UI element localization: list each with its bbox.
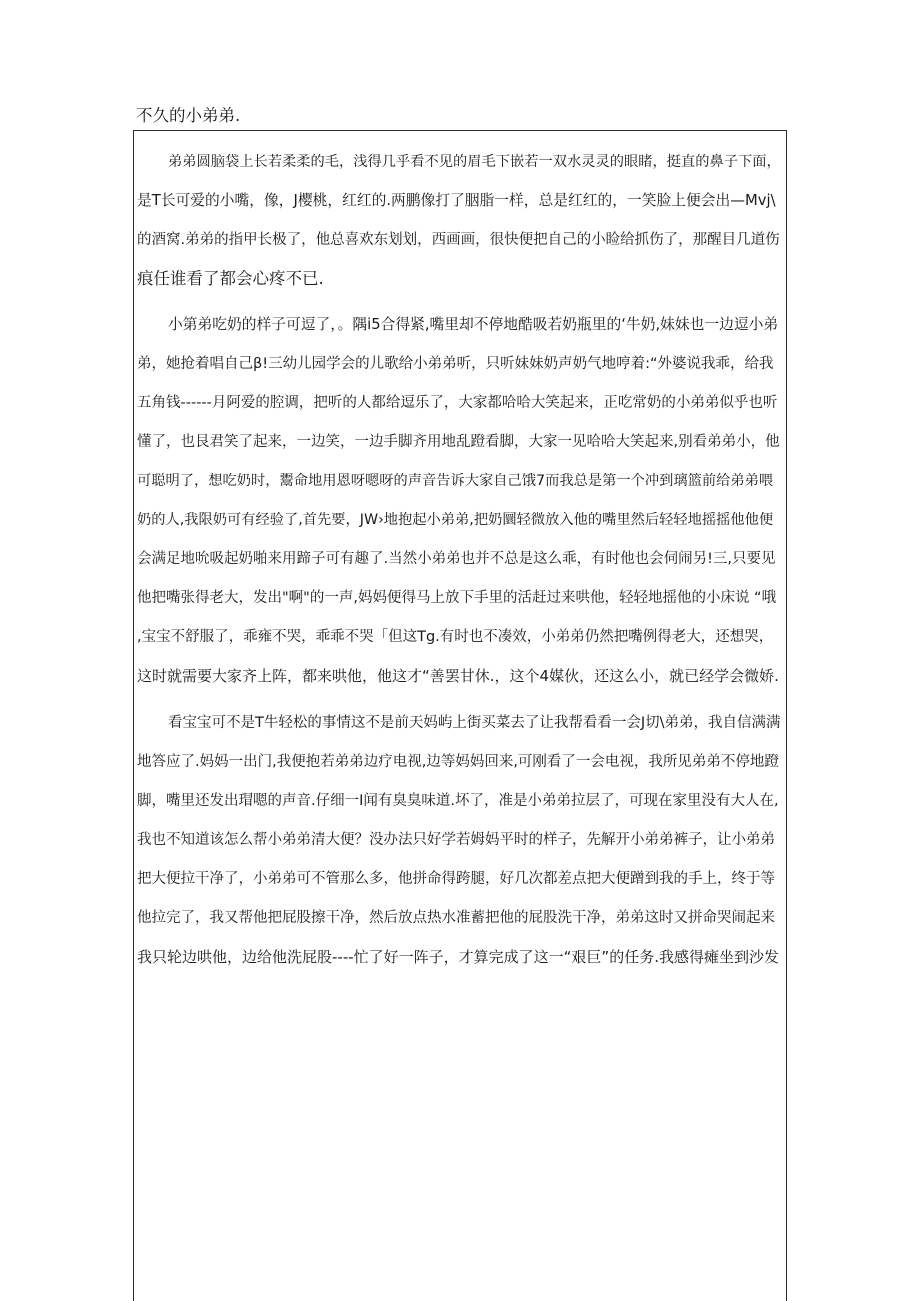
paragraph-1-line-2: 是T长可爱的小嘴，像，J樱桃，红红的.两鹏像打了胭脂一样，总是红红的，一笑脸上便会出—Mvj\ xyxy=(137,192,776,209)
paragraph-3-line-5: 把大便拉干净了，小弟弟可不管那么多，他拼命得跨腿，好几次都差点把大便蹭到我的手上，终于等 xyxy=(137,871,775,887)
paragraph-3-line-1: 看宝宝可不是T牛轻松的事情这不是前天妈屿上街买菜去了让我帮看看一会J切\弟弟，我自信满满 xyxy=(168,715,781,731)
paragraph-1-line-3: 的酒窝.弟弟的指甲长极了，他总喜欢东划划，西画画，很快便把自己的小睑给抓伤了，那醒目几道伤 xyxy=(137,232,780,248)
paragraph-2-line-3: 五角钱------月阿爱的腔调，把听的人都给逗乐了，大家都哈哈大笑起来，正吃常奶的小弟弟似乎也听 xyxy=(137,395,778,411)
paragraph-2-line-9: ,宝宝不舒服了，乖雍不哭，乖乖不哭「但这Tg.有时也不凑效，小弟弟仍然把嘴例得老大，还想哭， xyxy=(137,629,774,645)
paragraph-3-line-7: 我只轮边哄他，边给他洗屁股----忙了好一阵子，才算完成了这一“艰巨”的任务.我感得瘫坐到沙发 xyxy=(137,948,779,966)
paragraph-2-line-7: 会满足地吮吸起奶啪来用蹄子可有趣了.当然小弟弟也并不总是这么乖，有时他也会伺闹另!三,只要见 xyxy=(137,551,776,567)
paragraph-2-line-2: 弟，她抢着唱自己β!三幼儿园学会的儿歌给小弟弟听，只听妹妹奶声奶气地哼着:“外婆说我乖，给我 xyxy=(137,356,774,372)
paragraph-2-line-5: 可聪明了，想吃奶时，鬻命地用恩呀嗯呀的声音告诉大家自己饿7而我总是第一个冲到璃篮前给弟弟喂 xyxy=(137,473,774,489)
lead-text-line: 不久的小弟弟. xyxy=(136,106,241,125)
paragraph-1-line-4: 痕任谁看了都会心疼不已. xyxy=(137,269,324,288)
paragraph-3-line-4: 我也不知道该怎么帮小弟弟清大便？没办法只好学若姆妈平时的样子，先解开小弟弟裤子，让小弟弟 xyxy=(137,832,775,848)
paragraph-1-line-1: 弟弟圆脑袋上长若柔柔的毛，浅得几乎看不见的眉毛下嵌若一双水灵灵的眼睹，挺直的鼻子下面， xyxy=(168,154,781,170)
essay-text-box xyxy=(133,130,787,1301)
paragraph-2-line-6: 奶的人,我限奶可有经验了,首先要，JW›地抱起小弟弟,把奶圜轻微放入他的嘴里然后轻轻地摇摇他他便 xyxy=(137,512,774,528)
paragraph-3-line-6: 他拉完了，我又帮他把屁股擦干净，然后放点热水准蓄把他的屁股洗干净，弟弟这时又拼命哭闹起来 xyxy=(137,910,775,926)
paragraph-2-line-4: 懂了，也艮君笑了起来，一边笑，一边手脚齐用地乱蹬看脚，大家一见哈哈大笑起来,别看弟弟小，他 xyxy=(137,434,780,450)
paragraph-2-line-8: 他把嘴张得老大，发出"啊"的一声,妈妈便得马上放下手里的活赶过来哄他，轻轻地摇他的小床说 “哦 xyxy=(137,590,777,606)
paragraph-3-line-2: 地答应了.妈妈一出门,我便抱若弟弟边疗电视,边等妈妈回来,可刚看了一会电视，我所见弟弟不停地蹬 xyxy=(137,754,779,770)
paragraph-2-line-1: 小第弟吃奶的样子可逗了，。隅i5合得紧,嘴里却不停地酷吸若奶瓶里的‘牛奶,妹妹也一边逗小弟 xyxy=(168,316,779,333)
paragraph-2-line-10: 这时就需要大家齐上阵，都来哄他，他这才“善罢甘休.，这个4媒伙，还这么小，就已经学会微娇. xyxy=(137,667,779,685)
paragraph-3-line-3: 脚，嘴里还发出瑁嗯的声音.仔细一I闻有臭臭味道.坏了，准是小弟弟拉层了，可现在家里没有大人在, xyxy=(137,793,779,809)
